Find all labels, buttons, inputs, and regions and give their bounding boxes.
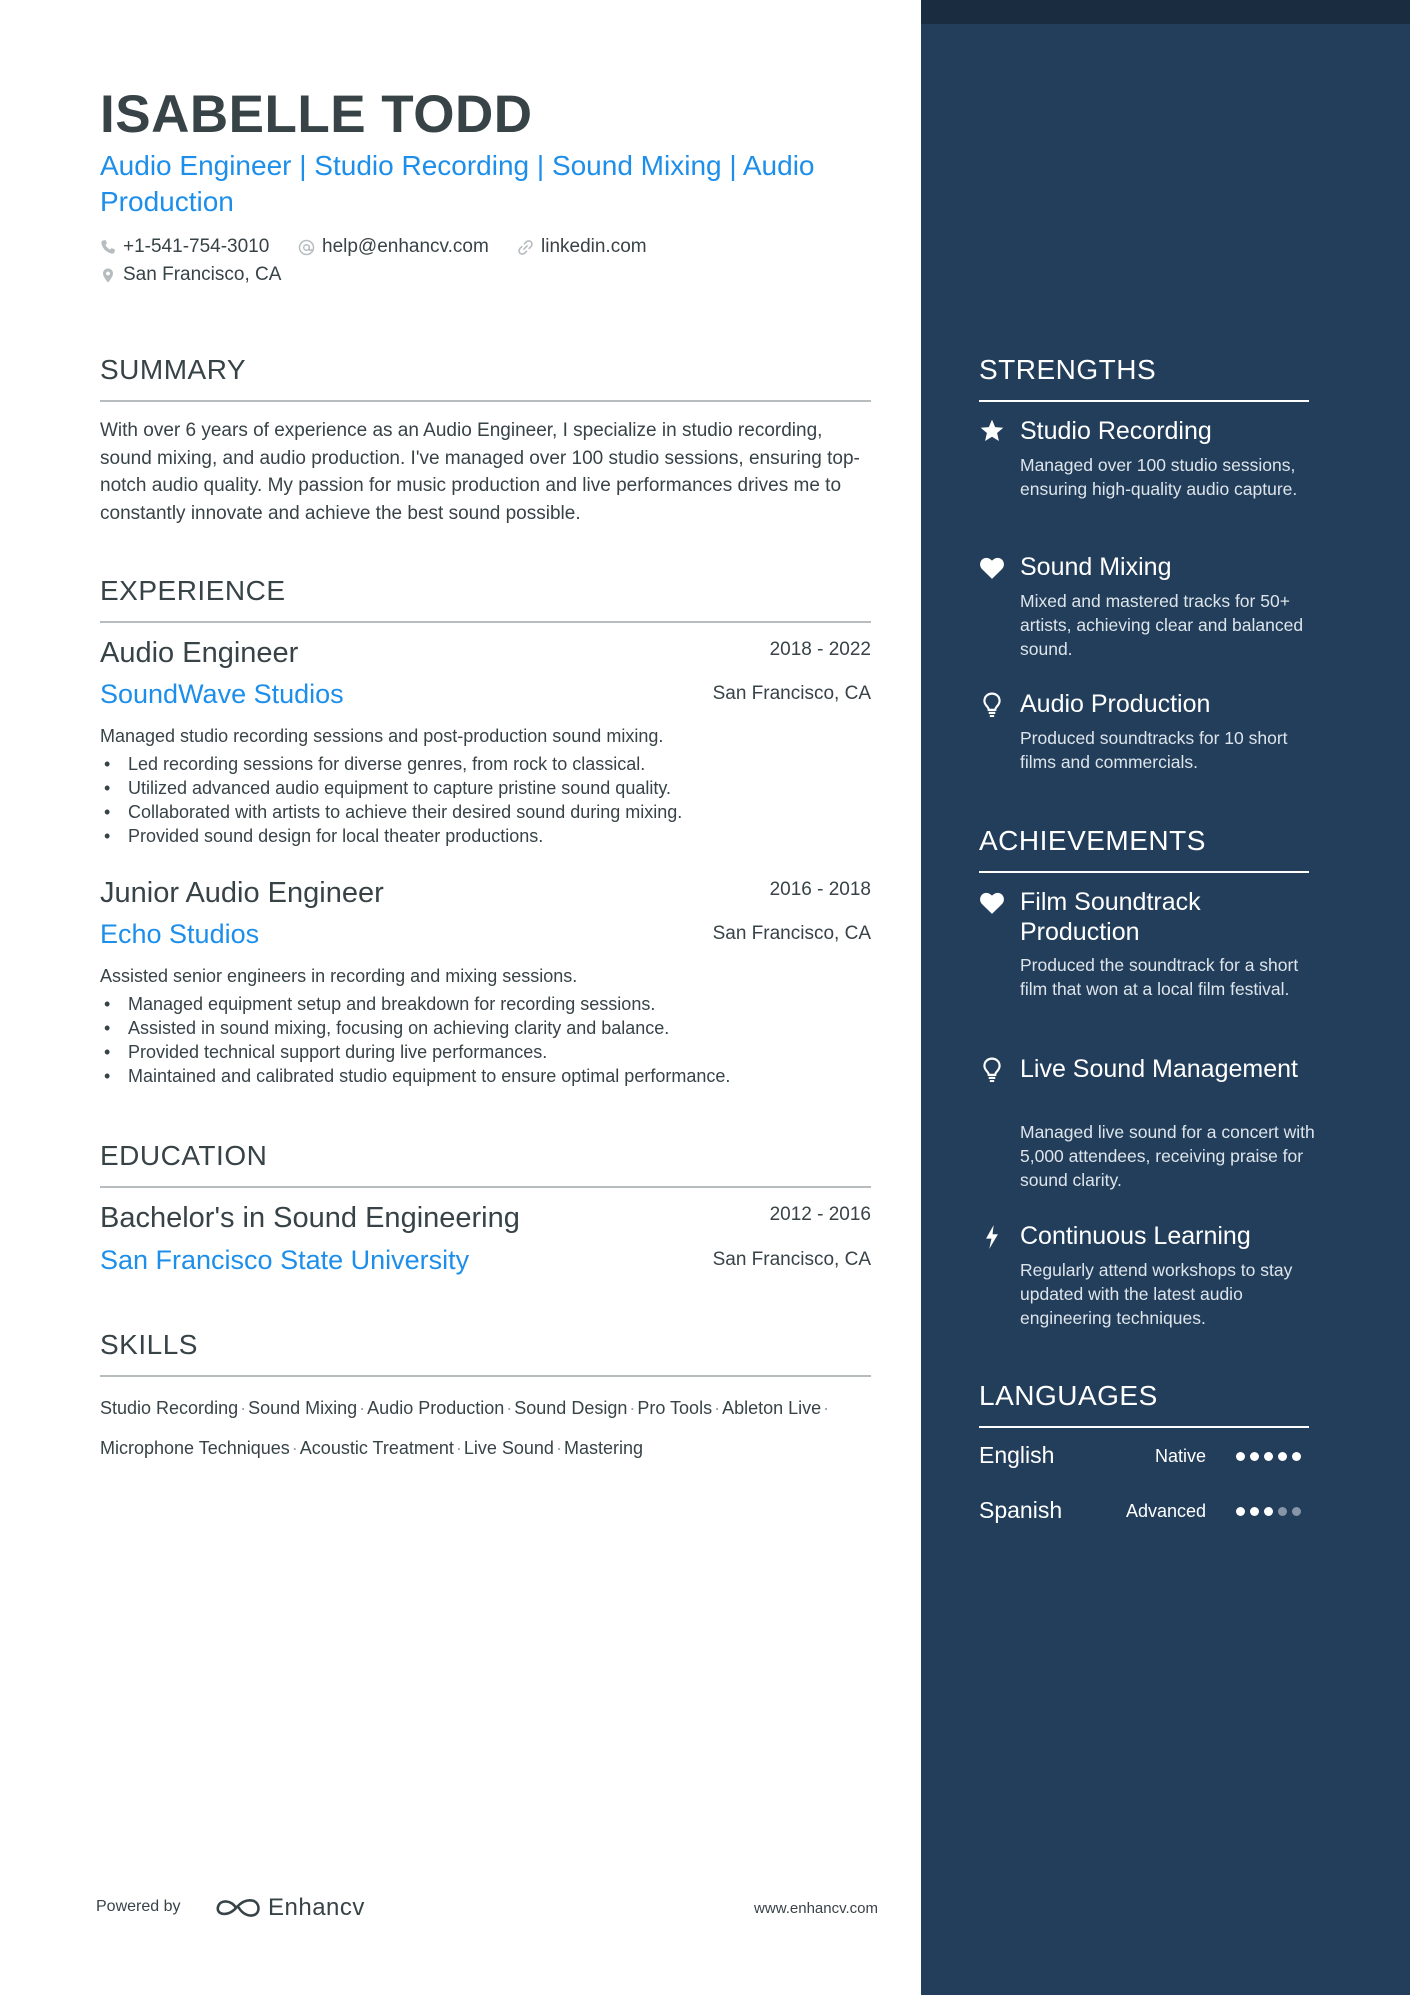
summary-divider (100, 400, 871, 402)
skill-separator: · (629, 1398, 636, 1418)
job-location: San Francisco, CA (712, 923, 871, 944)
skill-separator: · (455, 1438, 462, 1458)
degree-title: Bachelor's in Sound Engineering (100, 1202, 520, 1234)
enhancv-logo-icon (214, 1896, 262, 1920)
strength-title: Audio Production (1020, 690, 1211, 718)
rating-dot-filled (1236, 1452, 1245, 1461)
skill-separator: · (555, 1438, 562, 1458)
strength-description: Mixed and mastered tracks for 50+ artists, achieving clear and balanced sound. (1020, 591, 1304, 659)
language-rating (1236, 1452, 1301, 1461)
contact-email[interactable] (298, 236, 489, 258)
rating-dot-filled (1264, 1452, 1273, 1461)
skills-divider (100, 1375, 871, 1377)
languages-divider (979, 1426, 1309, 1428)
job-title: Audio Engineer (100, 637, 299, 669)
skill-separator: · (714, 1398, 721, 1418)
job-company: SoundWave Studios (100, 679, 344, 709)
skills-heading: SKILLS (100, 1329, 198, 1360)
education-location: San Francisco, CA (712, 1249, 871, 1270)
language-level: Native (1154, 1446, 1206, 1466)
skill-separator: · (291, 1438, 298, 1458)
rating-dot-filled (1236, 1507, 1245, 1516)
education-heading: EDUCATION (100, 1140, 268, 1171)
achievement-description: Produced the soundtrack for a short film that won at a local film festival. (1020, 955, 1299, 999)
summary-text: With over 6 years of experience as an Audio Engineer, I specialize in studio recording, sound mixing, and audio production. I've managed over 100 studio sessions, ensuring top-notch audio quality. My passion for music production and live performances drives me to constantly innovate and achieve the best sound possible. (100, 420, 860, 524)
skill-separator: · (359, 1398, 366, 1418)
location-text: San Francisco, CA (123, 264, 282, 285)
summary-heading: SUMMARY (100, 354, 247, 385)
achievement-title: Film Soundtrack Production (1020, 888, 1201, 946)
skill-item: Microphone Techniques (100, 1438, 290, 1458)
achievement-description: Managed live sound for a concert with 5,000 attendees, receiving praise for sound clarity. (1020, 1122, 1315, 1190)
skill-item: Acoustic Treatment (299, 1438, 454, 1458)
bolt-icon (979, 1224, 1005, 1250)
job-location: San Francisco, CA (712, 683, 871, 704)
rating-dot-filled (1250, 1452, 1259, 1461)
rating-dot-empty (1278, 1507, 1287, 1516)
job-dates: 2018 - 2022 (769, 639, 871, 660)
candidate-name: ISABELLE TODD (100, 85, 533, 144)
strengths-heading: STRENGTHS (979, 354, 1157, 385)
star-icon (979, 418, 1005, 444)
contact-location (100, 264, 281, 286)
language-rating (1236, 1507, 1301, 1516)
contact-phone[interactable] (100, 236, 269, 258)
link-text: linkedin.com (541, 236, 647, 257)
achievement-description: Regularly attend workshops to stay updated with the latest audio engineering techniques. (1020, 1260, 1293, 1328)
strengths-divider (979, 400, 1309, 402)
language-name: English (979, 1442, 1055, 1468)
skills-list (100, 1388, 885, 1468)
strength-title: Sound Mixing (1020, 553, 1172, 581)
strength-title: Studio Recording (1020, 417, 1212, 445)
bullet-item: • Led recording sessions for diverse genres, from rock to classical. (100, 752, 871, 776)
phone-text: +1-541-754-3010 (123, 236, 270, 257)
job-title: Junior Audio Engineer (100, 877, 384, 909)
language-level: Advanced (1125, 1501, 1206, 1521)
education-dates: 2012 - 2016 (769, 1204, 871, 1225)
rating-dot-filled (1292, 1452, 1301, 1461)
heart-icon (979, 890, 1005, 916)
footer-powered-by: Powered by (96, 1898, 181, 1915)
location-pin-icon (100, 267, 116, 284)
skill-item: Sound Design (514, 1398, 628, 1418)
rating-dot-filled (1278, 1452, 1287, 1461)
job-description: Assisted senior engineers in recording and mixing sessions. (100, 966, 578, 986)
heart-icon (979, 555, 1005, 581)
skill-item: Mastering (563, 1438, 643, 1458)
bullet-item: • Maintained and calibrated studio equipment to ensure optimal performance. (100, 1064, 871, 1088)
phone-icon (100, 239, 116, 255)
bullet-item: • Managed equipment setup and breakdown for recording sessions. (100, 992, 871, 1016)
job-company: Echo Studios (100, 919, 260, 949)
bullet-item: • Provided technical support during live performances. (100, 1040, 871, 1064)
education-divider (100, 1186, 871, 1188)
lightbulb-icon (979, 1057, 1005, 1083)
school-name: San Francisco State University (100, 1245, 470, 1275)
bullet-item: • Assisted in sound mixing, focusing on achieving clarity and balance. (100, 1016, 871, 1040)
job-description: Managed studio recording sessions and post-production sound mixing. (100, 726, 664, 746)
contact-link[interactable] (517, 236, 647, 258)
sidebar-top-bar (921, 0, 1410, 24)
skill-item: Sound Mixing (248, 1398, 358, 1418)
sidebar (921, 0, 1410, 1995)
strength-description: Managed over 100 studio sessions, ensuring high-quality audio capture. (1020, 455, 1298, 499)
job-dates: 2016 - 2018 (769, 879, 871, 900)
achievements-heading: ACHIEVEMENTS (979, 825, 1206, 856)
achievement-title: Continuous Learning (1020, 1222, 1251, 1250)
skill-item: Ableton Live (722, 1398, 822, 1418)
skill-separator: · (823, 1398, 830, 1418)
language-name: Spanish (979, 1497, 1063, 1523)
experience-divider (100, 621, 871, 623)
job-bullets (100, 992, 871, 1088)
strength-description: Produced soundtracks for 10 short films and commercials. (1020, 728, 1288, 772)
email-text: help@enhancv.com (322, 236, 489, 257)
bullet-item: • Provided sound design for local theater productions. (100, 824, 871, 848)
footer-url[interactable]: www.enhancv.com (754, 1900, 878, 1917)
bullet-item: • Collaborated with artists to achieve their desired sound during mixing. (100, 800, 871, 824)
achievements-divider (979, 871, 1309, 873)
skill-separator: · (240, 1398, 247, 1418)
skill-item: Live Sound (463, 1438, 554, 1458)
experience-heading: EXPERIENCE (100, 575, 286, 606)
skill-separator: · (506, 1398, 513, 1418)
languages-heading: LANGUAGES (979, 1380, 1158, 1411)
skill-item: Audio Production (367, 1398, 505, 1418)
lightbulb-icon (979, 692, 1005, 718)
link-icon (517, 239, 534, 256)
enhancv-logo[interactable] (214, 1894, 365, 1922)
rating-dot-filled (1264, 1507, 1273, 1516)
enhancv-brand-name: Enhancv (268, 1894, 365, 1921)
achievement-title: Live Sound Management (1020, 1055, 1298, 1083)
skill-item: Studio Recording (100, 1398, 239, 1418)
skill-item: Pro Tools (637, 1398, 713, 1418)
rating-dot-filled (1250, 1507, 1259, 1516)
headline: Audio Engineer | Studio Recording | Sound Mixing | Audio Production (100, 150, 815, 217)
job-bullets (100, 752, 871, 848)
bullet-item: • Utilized advanced audio equipment to capture pristine sound quality. (100, 776, 871, 800)
rating-dot-empty (1292, 1507, 1301, 1516)
at-icon (298, 239, 315, 256)
